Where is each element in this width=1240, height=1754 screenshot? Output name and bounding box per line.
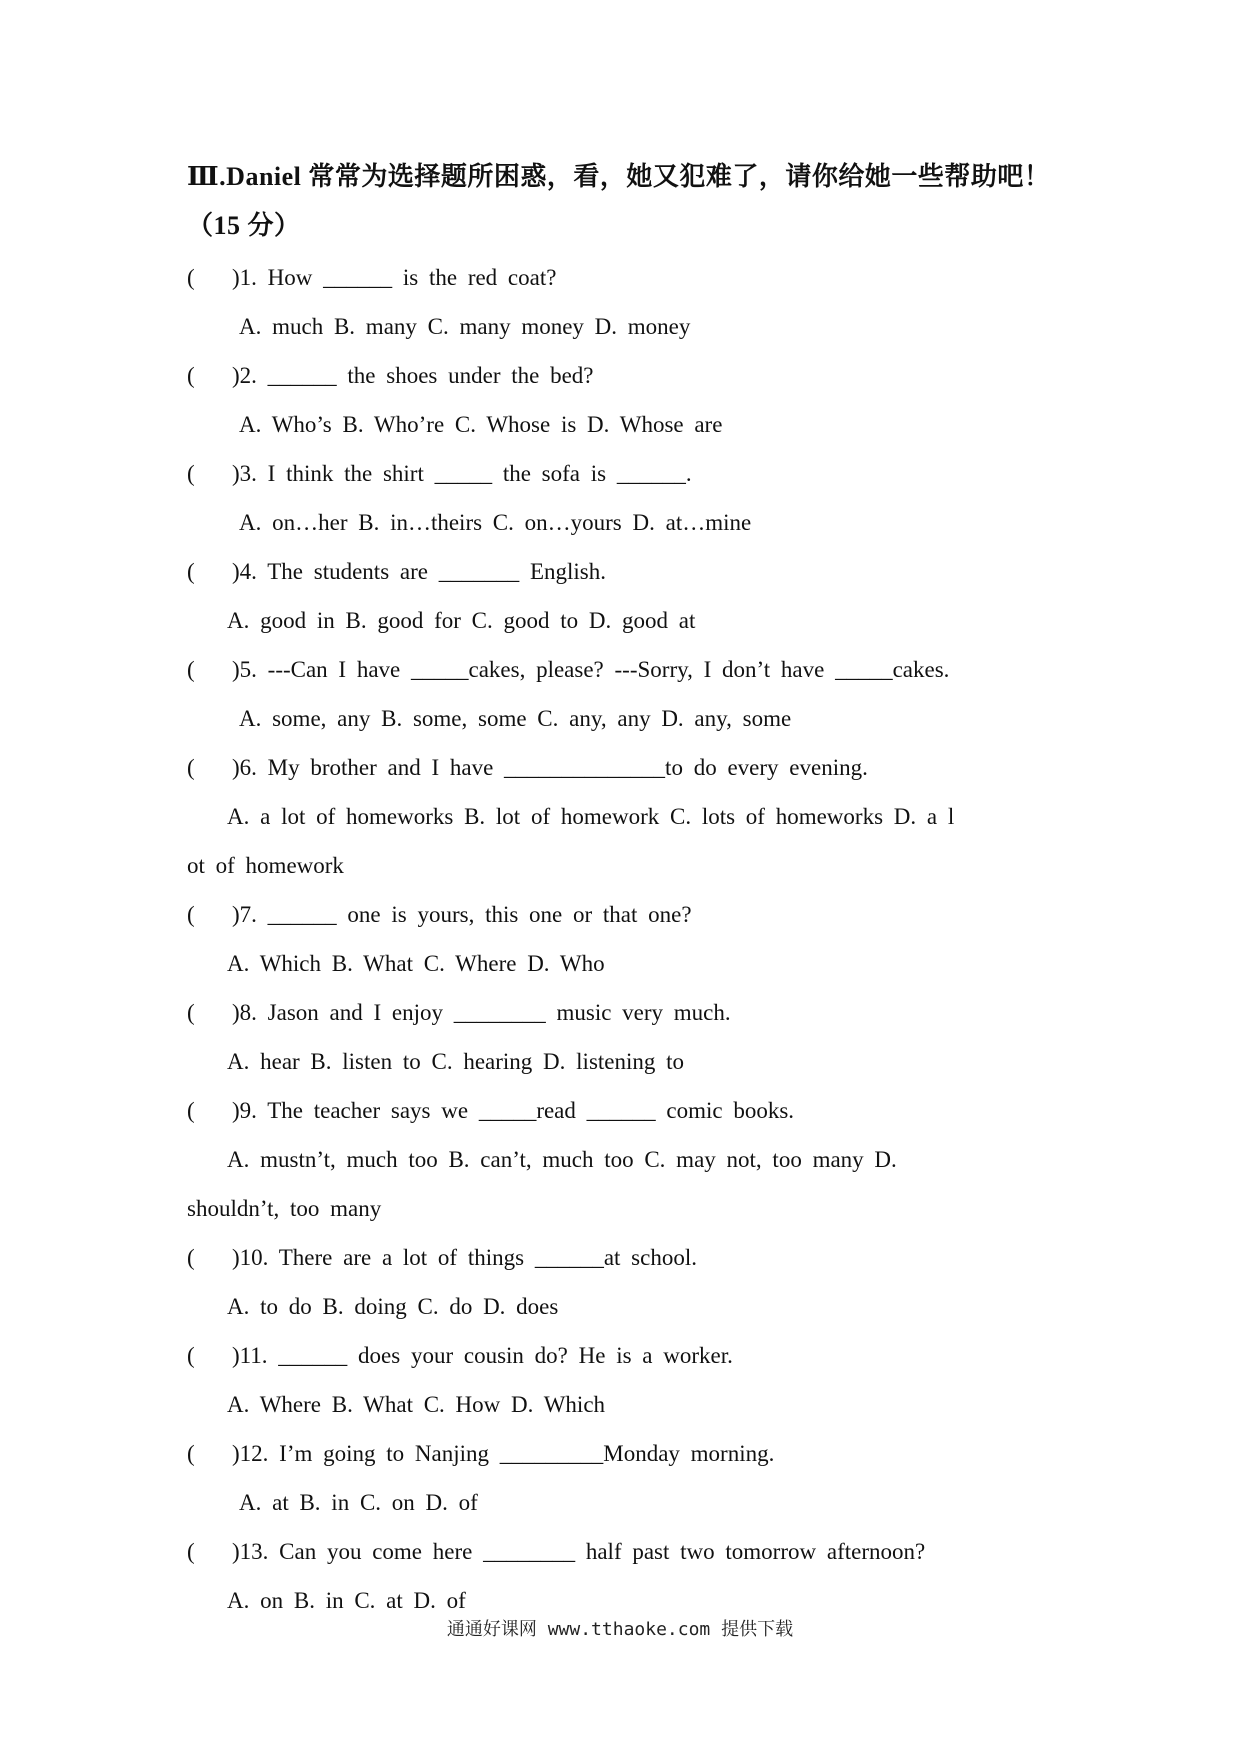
question-1 xyxy=(187,253,1067,302)
question-9 xyxy=(187,1086,1067,1135)
question-12 xyxy=(187,1429,1067,1478)
question-10 xyxy=(187,1233,1067,1282)
question-12-options: A. at B. in C. on D. of xyxy=(239,1490,478,1515)
question-2 xyxy=(187,351,1067,400)
question-6 xyxy=(187,743,1067,792)
question-stem: )5. ---Can I have _____cakes, please? ---Sorry, I don’t have _____cakes. xyxy=(232,657,950,682)
question-13 xyxy=(187,1527,1067,1576)
question-11 xyxy=(187,1331,1067,1380)
question-3-options: A. on…her B. in…theirs C. on…yours D. at…mine xyxy=(239,510,752,535)
answer-blank-paren: ( xyxy=(187,1000,195,1025)
question-stem: )8. Jason and I enjoy ________ music very much. xyxy=(232,1000,731,1025)
section-heading-text: Ⅲ.Daniel 常常为选择题所困惑，看，她又犯难了，请你给她一些帮助吧！（15 分） xyxy=(187,162,1051,240)
question-1-options: A. much B. many C. many money D. money xyxy=(239,314,691,339)
answer-blank-paren: ( xyxy=(187,1441,195,1466)
question-stem: )3. I think the shirt _____ the sofa is ______. xyxy=(232,461,692,486)
question-13-options: A. on B. in C. at D. of xyxy=(227,1588,466,1613)
answer-blank-paren: ( xyxy=(187,1245,195,1270)
question-11-options: A. Where B. What C. How D. Which xyxy=(227,1392,606,1417)
question-7-options: A. Which B. What C. Where D. Who xyxy=(227,951,605,976)
section-heading xyxy=(187,152,1067,250)
answer-blank-paren: ( xyxy=(187,1343,195,1368)
question-stem: )7. ______ one is yours, this one or that one? xyxy=(232,902,692,927)
question-list xyxy=(187,253,1067,1625)
answer-blank-paren: ( xyxy=(187,755,195,780)
question-stem: )2. ______ the shoes under the bed? xyxy=(232,363,594,388)
question-8-options: A. hear B. listen to C. hearing D. listening to xyxy=(227,1049,685,1074)
answer-blank-paren: ( xyxy=(187,363,195,388)
question-stem: )12. I’m going to Nanjing _________Monday morning. xyxy=(232,1441,775,1466)
question-9-options-continued: shouldn’t, too many xyxy=(187,1196,382,1221)
question-6-options-continued: ot of homework xyxy=(187,853,344,878)
question-8 xyxy=(187,988,1067,1037)
question-7 xyxy=(187,890,1067,939)
question-4 xyxy=(187,547,1067,596)
question-stem: )10. There are a lot of things ______at school. xyxy=(232,1245,697,1270)
question-9-options: A. mustn’t, much too B. can’t, much too C. may not, too many D. xyxy=(227,1147,897,1172)
question-5-options: A. some, any B. some, some C. any, any D. any, some xyxy=(239,706,792,731)
answer-blank-paren: ( xyxy=(187,902,195,927)
question-stem: )11. ______ does your cousin do? He is a worker. xyxy=(232,1343,733,1368)
answer-blank-paren: ( xyxy=(187,461,195,486)
question-stem: )9. The teacher says we _____read ______ comic books. xyxy=(232,1098,795,1123)
question-5 xyxy=(187,645,1067,694)
question-2-options: A. Who’s B. Who’re C. Whose is D. Whose are xyxy=(239,412,723,437)
question-6-options: A. a lot of homeworks B. lot of homework C. lots of homeworks D. a l xyxy=(227,804,955,829)
question-stem: )1. How ______ is the red coat? xyxy=(232,265,557,290)
answer-blank-paren: ( xyxy=(187,1098,195,1123)
footer-text: 通通好课网 www.tthaoke.com 提供下载 xyxy=(446,1619,794,1640)
question-10-options: A. to do B. doing C. do D. does xyxy=(227,1294,559,1319)
question-stem: )13. Can you come here ________ half past two tomorrow afternoon? xyxy=(232,1539,926,1564)
answer-blank-paren: ( xyxy=(187,265,195,290)
page-footer xyxy=(0,1618,1240,1642)
question-3 xyxy=(187,449,1067,498)
question-4-options: A. good in B. good for C. good to D. good at xyxy=(227,608,696,633)
answer-blank-paren: ( xyxy=(187,657,195,682)
answer-blank-paren: ( xyxy=(187,559,195,584)
question-stem: )6. My brother and I have ______________to do every evening. xyxy=(232,755,868,780)
question-stem: )4. The students are _______ English. xyxy=(232,559,606,584)
answer-blank-paren: ( xyxy=(187,1539,195,1564)
